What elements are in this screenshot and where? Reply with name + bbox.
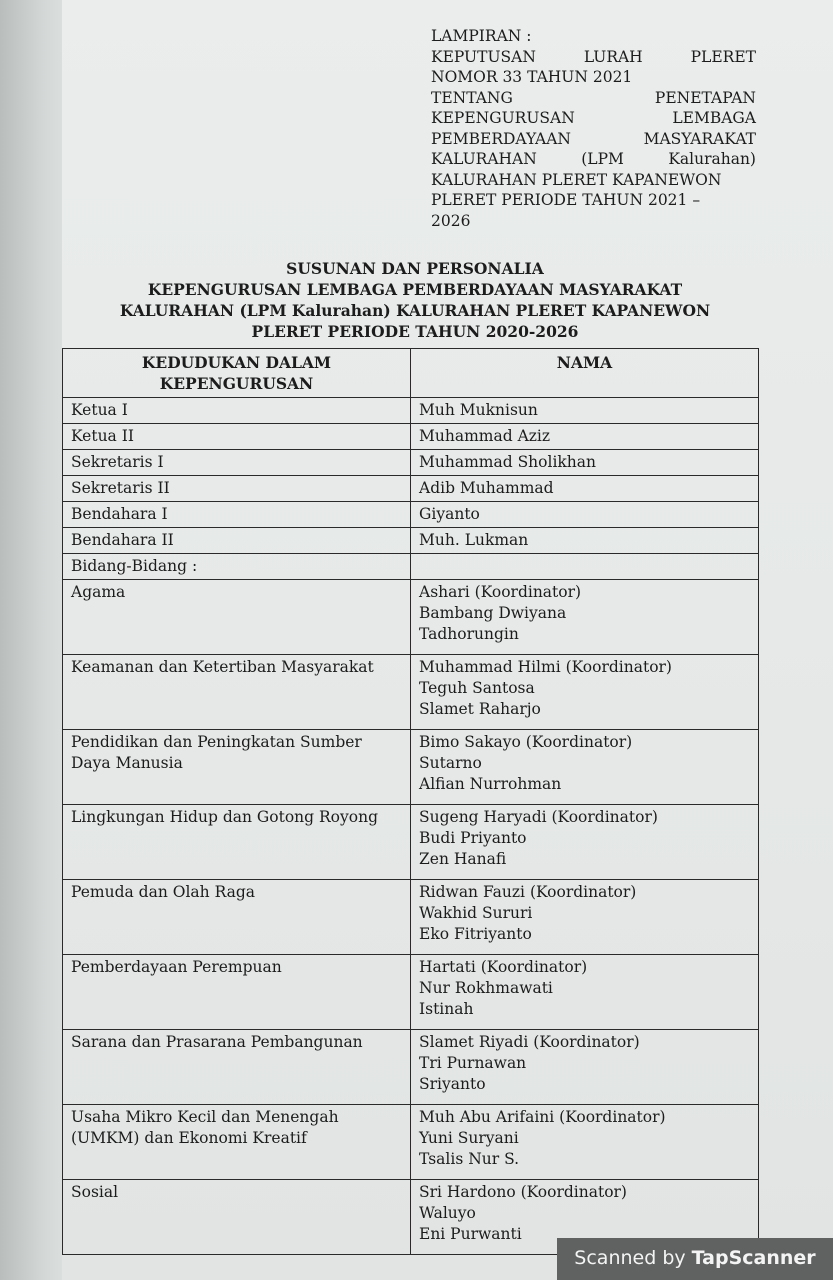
person-name: Istinah (419, 1000, 474, 1018)
lampiran-line: PLERET PERIODE TAHUN 2021 – (431, 191, 701, 209)
table-row (63, 1030, 759, 1105)
position-cell: Usaha Mikro Kecil dan Menengah (UMKM) dan Ekonomi Kreatif (63, 1105, 411, 1180)
heading-line: KEPENGURUSAN LEMBAGA PEMBERDAYAAN MASYARAKAT (147, 280, 683, 299)
position-cell: Ketua II (63, 424, 411, 450)
person-name: Eni Purwanti (419, 1225, 522, 1243)
heading-line: SUSUNAN DAN PERSONALIA (286, 259, 544, 278)
person-name: Slamet Riyadi (Koordinator) (419, 1033, 640, 1051)
position-cell: Pendidikan dan Peningkatan Sumber Daya Manusia (63, 730, 411, 805)
person-name: Adib Muhammad (419, 479, 554, 497)
person-name: Waluyo (419, 1204, 476, 1222)
table-header-row (63, 349, 759, 398)
person-name: Teguh Santosa (419, 679, 535, 697)
person-name: Muh Abu Arifaini (Koordinator) (419, 1108, 666, 1126)
scanner-watermark (557, 1238, 833, 1280)
person-name: Tsalis Nur S. (419, 1150, 520, 1168)
position-cell: Pemberdayaan Perempuan (63, 955, 411, 1030)
lampiran-line (431, 129, 756, 150)
word: (LPM (581, 150, 624, 168)
word: MASYARAKAT (643, 129, 756, 148)
person-name: Bambang Dwiyana (419, 604, 567, 622)
lampiran-line (431, 88, 756, 109)
table-row (63, 554, 759, 580)
names-cell (411, 502, 759, 528)
position-cell: Bendahara I (63, 502, 411, 528)
lampiran-line: LAMPIRAN : (431, 27, 532, 45)
person-name: Muhammad Sholikhan (419, 453, 597, 471)
lampiran-block (431, 26, 756, 231)
position-cell: Sosial (63, 1180, 411, 1255)
lampiran-line (431, 149, 756, 170)
person-name: Ashari (Koordinator) (419, 583, 582, 601)
names-cell (411, 955, 759, 1030)
word: PENETAPAN (654, 88, 756, 107)
person-name: Ridwan Fauzi (Koordinator) (419, 883, 637, 901)
lampiran-line (431, 108, 756, 129)
person-name: Zen Hanafi (419, 850, 507, 868)
names-cell (411, 1030, 759, 1105)
table-row (63, 476, 759, 502)
word: PEMBERDAYAAN (431, 129, 571, 148)
word: KEPENGURUSAN (431, 109, 575, 127)
names-cell (411, 424, 759, 450)
position-cell: Ketua I (63, 398, 411, 424)
lampiran-line: KALURAHAN PLERET KAPANEWON (431, 170, 722, 189)
person-name: Sriyanto (419, 1075, 486, 1093)
person-name: Sutarno (419, 754, 482, 772)
person-name: Yuni Suryani (419, 1129, 519, 1147)
position-cell: Lingkungan Hidup dan Gotong Royong (63, 805, 411, 880)
table-row (63, 528, 759, 554)
person-name: Muhammad Hilmi (Koordinator) (419, 658, 672, 676)
person-name: Alfian Nurrohman (419, 775, 562, 793)
table-row (63, 805, 759, 880)
person-name: Wakhid Sururi (419, 904, 533, 922)
table-row (63, 450, 759, 476)
scan-left-edge (0, 0, 62, 1280)
person-name: Slamet Raharjo (419, 700, 541, 718)
table-row (63, 955, 759, 1030)
table-row (63, 502, 759, 528)
position-cell: Bendahara II (63, 528, 411, 554)
table-row (63, 424, 759, 450)
table-row (63, 398, 759, 424)
person-name: Muh. Lukman (419, 531, 529, 549)
names-cell (411, 450, 759, 476)
person-name (419, 556, 750, 577)
names-cell (411, 398, 759, 424)
person-name: Muhammad Aziz (419, 427, 551, 445)
header-name: NAMA (411, 349, 759, 398)
person-name: Eko Fitriyanto (419, 925, 532, 943)
names-cell (411, 554, 759, 580)
heading-line: KALURAHAN (LPM Kalurahan) KALURAHAN PLERET KAPANEWON (119, 301, 711, 320)
person-name: Hartati (Koordinator) (419, 958, 588, 976)
table-row (63, 655, 759, 730)
names-cell (411, 880, 759, 955)
person-name: Tri Purnawan (419, 1054, 527, 1072)
position-cell: Keamanan dan Ketertiban Masyarakat (63, 655, 411, 730)
names-cell (411, 730, 759, 805)
word: LURAH (583, 47, 643, 66)
table-row (63, 730, 759, 805)
watermark-brand: TapScanner (691, 1247, 816, 1269)
person-name: Sugeng Haryadi (Koordinator) (419, 808, 658, 826)
person-name: Budi Priyanto (419, 829, 527, 847)
names-cell (411, 528, 759, 554)
names-cell (411, 580, 759, 655)
person-name: Muh Muknisun (419, 401, 538, 419)
word: KALURAHAN (431, 150, 537, 168)
position-cell: Bidang-Bidang : (63, 554, 411, 580)
names-cell (411, 476, 759, 502)
position-cell: Sarana dan Prasarana Pembangunan (63, 1030, 411, 1105)
names-cell (411, 805, 759, 880)
lampiran-line (431, 47, 756, 68)
position-cell: Agama (63, 580, 411, 655)
person-name: Bimo Sakayo (Koordinator) (419, 733, 633, 751)
word: TENTANG (431, 88, 513, 107)
table-row (63, 580, 759, 655)
person-name: Tadhorungin (419, 625, 519, 643)
position-cell: Pemuda dan Olah Raga (63, 880, 411, 955)
names-cell (411, 655, 759, 730)
lampiran-line: 2026 (431, 211, 471, 230)
watermark-prefix: Scanned by (574, 1247, 692, 1269)
lampiran-line: NOMOR 33 TAHUN 2021 (431, 68, 633, 86)
personnel-table (62, 348, 759, 1255)
table-row (63, 880, 759, 955)
heading-line: PLERET PERIODE TAHUN 2020-2026 (251, 322, 579, 341)
word: Kalurahan) (668, 150, 756, 168)
word: KEPUTUSAN (431, 47, 536, 66)
position-cell: Sekretaris II (63, 476, 411, 502)
header-position: KEDUDUKAN DALAM KEPENGURUSAN (63, 349, 411, 398)
position-cell: Sekretaris I (63, 450, 411, 476)
table-row (63, 1105, 759, 1180)
names-cell (411, 1105, 759, 1180)
person-name: Sri Hardono (Koordinator) (419, 1183, 627, 1201)
document-heading (70, 258, 760, 342)
person-name: Nur Rokhmawati (419, 979, 553, 997)
person-name: Giyanto (419, 505, 480, 523)
word: PLERET (690, 47, 756, 66)
word: LEMBAGA (672, 109, 756, 127)
